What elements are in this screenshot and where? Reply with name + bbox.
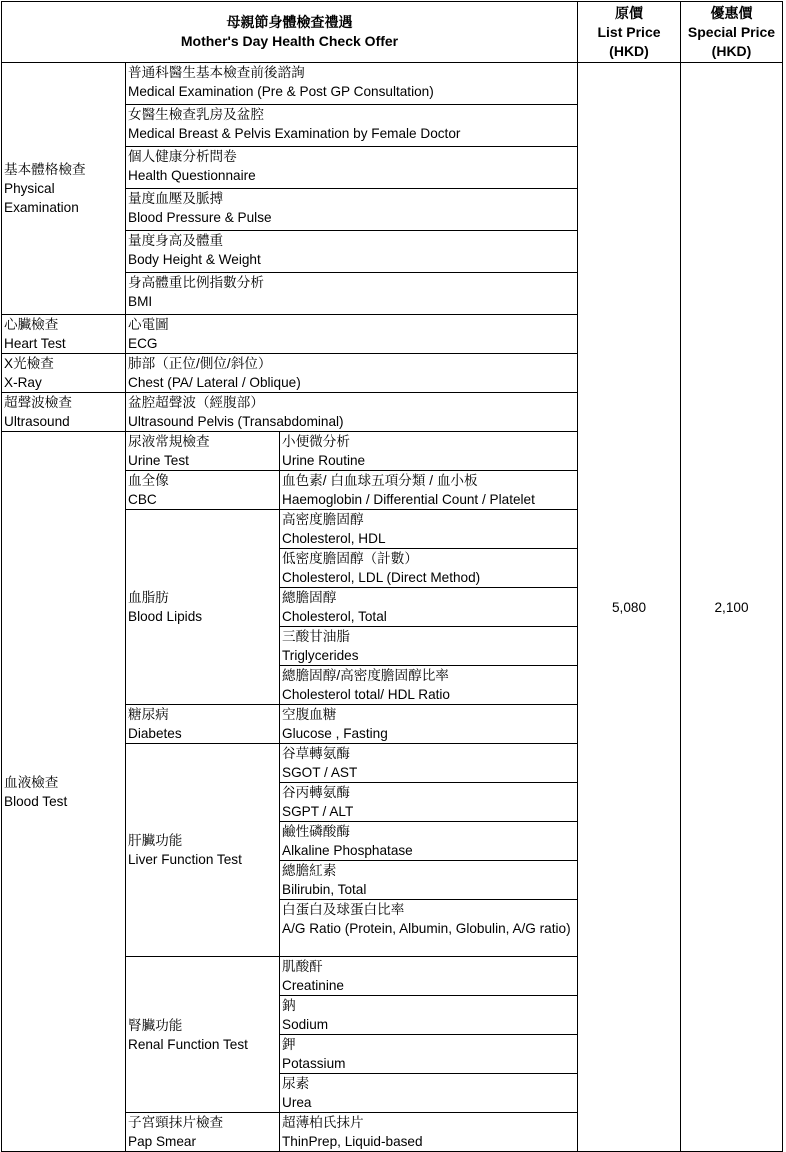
item-sodium: 鈉 Sodium xyxy=(280,996,578,1035)
list-price-header: 原價 List Price (HKD) xyxy=(578,2,681,63)
list-price-value: 5,080 xyxy=(578,63,681,1152)
item-questionnaire: 個人健康分析問卷 Health Questionnaire xyxy=(126,147,578,189)
item-gp-consultation: 普通科醫生基本檢查前後諮詢 Medical Examination (Pre & Post GP Consultation) xyxy=(126,63,578,105)
item-height-weight: 量度身高及體重 Body Height & Weight xyxy=(126,231,578,273)
item-cholesterol-total: 總膽固醇 Cholesterol, Total xyxy=(280,588,578,627)
item-hdl-ratio: 總膽固醇/高密度膽固醇比率 Cholesterol total/ HDL Ratio xyxy=(280,666,578,705)
item-ecg: 心電圖 ECG xyxy=(126,315,578,354)
category-ultrasound: 超聲波檢查 Ultrasound xyxy=(2,393,126,432)
item-sgot: 谷草轉氨酶 SGOT / AST xyxy=(280,744,578,783)
category-physical: 基本體格檢查 Physical Examination xyxy=(2,63,126,315)
group-liver: 肝臟功能 Liver Function Test xyxy=(126,744,280,957)
category-xray: X光檢查 X-Ray xyxy=(2,354,126,393)
category-pap: 子宮頸抹片檢查 Pap Smear xyxy=(126,1113,280,1152)
item-ultrasound-pelvis: 盆腔超聲波（經腹部） Ultrasound Pelvis (Transabdominal) xyxy=(126,393,578,432)
item-creatinine: 肌酸酐 Creatinine xyxy=(280,957,578,996)
special-price-header: 優惠價 Special Price (HKD) xyxy=(681,2,783,63)
group-urine: 尿液常規檢查 Urine Test xyxy=(126,432,280,471)
item-ldl: 低密度膽固醇（計數） Cholesterol, LDL (Direct Method) xyxy=(280,549,578,588)
item-urea: 尿素 Urea xyxy=(280,1074,578,1113)
item-triglycerides: 三酸甘油脂 Triglycerides xyxy=(280,627,578,666)
item-alkaline-phosphatase: 鹼性磷酸酶 Alkaline Phosphatase xyxy=(280,822,578,861)
item-breast-pelvis: 女醫生檢查乳房及盆腔 Medical Breast & Pelvis Examination by Female Doctor xyxy=(126,105,578,147)
category-blood: 血液檢查 Blood Test xyxy=(2,432,126,1152)
group-renal: 腎臟功能 Renal Function Test xyxy=(126,957,280,1113)
item-urine-routine: 小便微分析 Urine Routine xyxy=(280,432,578,471)
group-lipids: 血脂肪 Blood Lipids xyxy=(126,510,280,705)
category-heart: 心臟檢查 Heart Test xyxy=(2,315,126,354)
item-hdl: 高密度膽固醇 Cholesterol, HDL xyxy=(280,510,578,549)
header-row xyxy=(2,2,783,63)
group-diabetes: 糖尿病 Diabetes xyxy=(126,705,280,744)
item-thinprep: 超薄柏氏抹片 ThinPrep, Liquid-based xyxy=(280,1113,681,1152)
item-chest: 肺部（正位/側位/斜位） Chest (PA/ Lateral / Oblique) xyxy=(126,354,578,393)
table-row xyxy=(2,63,783,105)
special-price-value: 2,100 xyxy=(681,63,783,1152)
item-bmi: 身高體重比例指數分析 BMI xyxy=(126,273,578,315)
item-glucose: 空腹血糖 Glucose , Fasting xyxy=(280,705,578,744)
item-ag-ratio: 白蛋白及球蛋白比率 A/G Ratio (Protein, Albumin, Globulin, A/G ratio) xyxy=(280,900,578,957)
group-cbc: 血全像 CBC xyxy=(126,471,280,510)
item-blood-pressure: 量度血壓及脈搏 Blood Pressure & Pulse xyxy=(126,189,578,231)
item-potassium: 鉀 Potassium xyxy=(280,1035,578,1074)
item-bilirubin: 總膽紅素 Bilirubin, Total xyxy=(280,861,578,900)
offer-title: 母親節身體檢查禮遇 Mother's Day Health Check Offer xyxy=(2,2,578,63)
health-check-table xyxy=(1,1,783,1152)
item-sgpt: 谷丙轉氨酶 SGPT / ALT xyxy=(280,783,578,822)
item-haemoglobin: 血色素/ 白血球五項分類 / 血小板 Haemoglobin / Differential Count / Platelet xyxy=(280,471,578,510)
